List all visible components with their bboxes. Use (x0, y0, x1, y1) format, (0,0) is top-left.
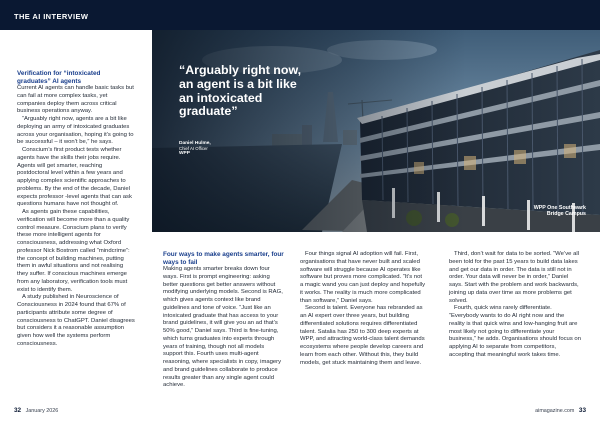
photo-caption-line-1: WPP One Southwark (533, 205, 586, 211)
left-paragraph-4: As agents gain these capabilities, verification will become more than a quality control measure. Conscium plans to verify these more intelligent agents for consciousness, addressing what Oxford professor Nick Bostrom called “mindcrime”: the concept of building machines, putting them in awful situations and not realising they suffer. If conscious machines emerge from any laboratory, verification tools must exist to identify them. (17, 209, 130, 293)
quote-role: Chief AI Officer (179, 146, 208, 152)
header-bar (0, 0, 600, 30)
left-column (17, 70, 135, 404)
column-4 (449, 251, 581, 401)
footer-left (14, 407, 58, 414)
column-2-subhead: Four ways to make agents smarter, four ways to fail (163, 251, 284, 266)
column-4-paragraph-1: Third, don’t wait for data to be sorted. “We’ve all been told for the past 15 years to build data lakes and get our data in order. The data is still not in order. Your data will never be in order,” Daniel says. Start with the problem and work backwards, joining up data over time as more problems get solved. (449, 251, 579, 304)
footer-right (535, 407, 586, 414)
left-column-subhead: Verification for “intoxicated graduates” AI agents (17, 70, 101, 85)
column-4-paragraph-2: Fourth, quick wins rarely differentiate. “Everybody wants to do AI right now and the reality is that quick wins and low-hanging fruit are most likely not going to differentiate your business,” he adds. Organisations should focus on applying AI to separate from competitors, accepting that meaningful work takes time. (449, 305, 581, 358)
building-photo (152, 30, 600, 232)
right-page-number: 33 (578, 407, 586, 414)
column-2 (163, 251, 285, 401)
column-3 (300, 251, 426, 401)
left-paragraph-3: Conscium’s first product tests whether agents have the skills their jobs require. Agents will get smarter, reaching postdoctoral level within a few years and applying complex scientific approaches to problems. By the end of the decade, Daniel expects professor -level agents that can ask questions humans have not thought of. (17, 147, 132, 208)
left-paragraph-5: A study published in Neuroscience of Consciousness in 2024 found that 67% of participants attribute some degree of consciousness to ChatGPT. Daniel disagrees but considers it a reasonable assumption given how well the systems perform consciousness. (17, 294, 135, 347)
column-3-paragraph-2: Second is talent. Everyone has rebranded as an AI expert over three years, but building differentiated solutions requires differentiated talent. Satalia has 250 to 300 deep experts at WPP, and attracting world-class talent demands ecosystems where people develop careers and learn from each other. Without this, they build models, get stuck maintaining them and leave. (300, 305, 425, 366)
left-paragraph-2: “Arguably right now, agents are a bit like deploying an army of intoxicated graduates across your organisation, hoping it’s going to be successful – it won’t be,” he says. (17, 116, 134, 146)
section-tag: THE AI INTERVIEW (14, 12, 89, 21)
quote-attribution (179, 141, 279, 157)
column-2-paragraph-1: Making agents smarter breaks down four ways. First is prompt engineering: asking better questions get better answers without modifying underlying models. Second is RAG, which gives agents context like brand guidelines and tone of voice. “Just like an intoxicated graduate that has access to your brand guidelines, it will give you an ad that’s 50% good,” Daniel says. Third is fine-tuning, which turns graduates into experts through years of training, though not all models support this. Fourth uses multi-agent reasoning, where specialists in copy, imagery and brand guidelines collaborate to produce results greater than any single agent could achieve. (163, 266, 283, 389)
photo-caption (514, 205, 586, 218)
pull-quote: “Arguably right now, an agent is a bit like an intoxicated graduate” (179, 63, 302, 119)
issue-date: January 2026 (25, 408, 59, 414)
left-page-number: 32 (14, 407, 22, 414)
photo-caption-line-2: Bridge Campus (546, 211, 586, 218)
column-3-paragraph-1: Four things signal AI adoption will fail. First, organisations that have never built and scaled software will struggle because AI operates like software but proves more complicated. “It’s not a magic wand you can just deploy and hopefully it works. The reality is much more complicated than software,” Daniel says. (300, 251, 426, 304)
quote-speaker: Daniel Hulme, (179, 141, 211, 146)
site-name: aimagazine.com (535, 408, 575, 414)
left-paragraph-1: Current AI agents can handle basic tasks but can fail at more complex tasks, yet companies deploy them across critical business operations anyway. (17, 85, 134, 115)
quote-company: WPP (179, 151, 190, 157)
